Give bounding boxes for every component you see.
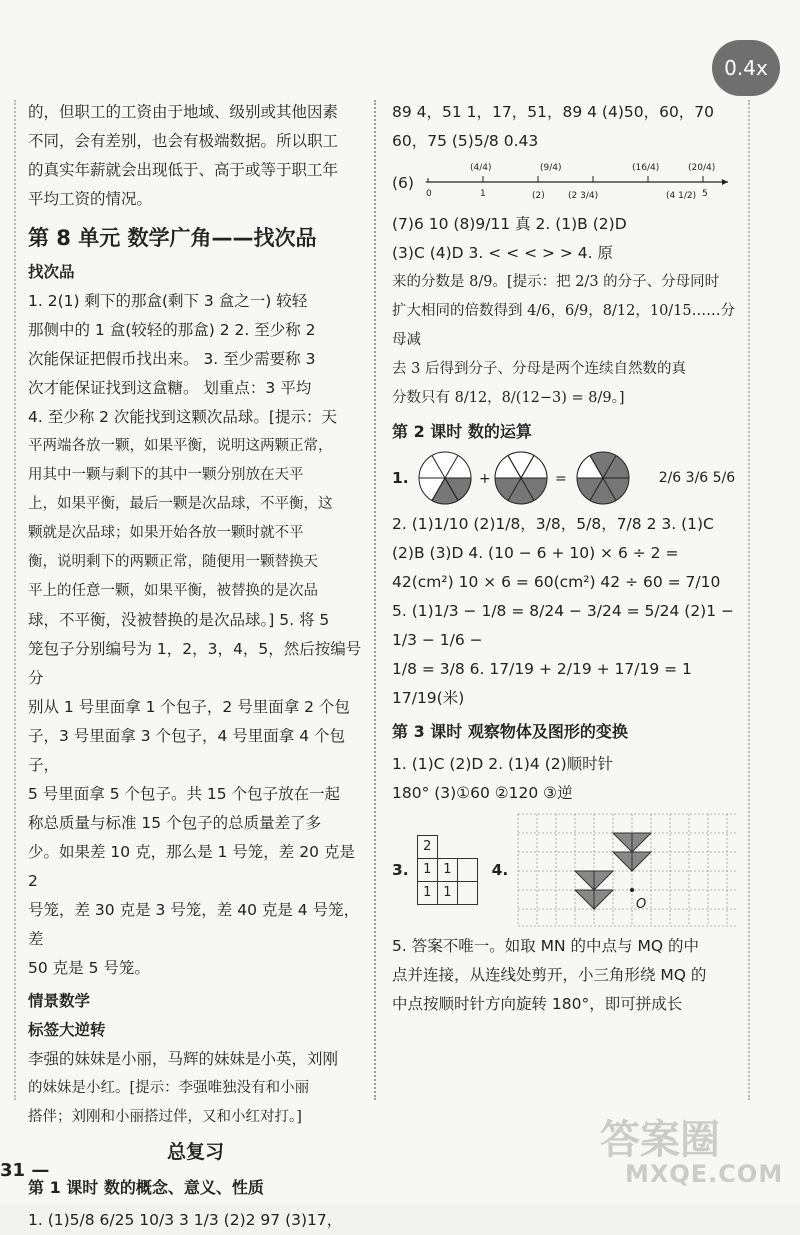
tick-top: (16/4) [631,163,660,173]
grid-cell: 1 [437,882,457,905]
review-title: 总复习 [166,1141,224,1163]
question-number: 1. [392,468,409,487]
text-line: 次能保证把假币找出来。 3. 至少需要称 3 [28,350,316,368]
right-column [392,98,737,1019]
grid-cell: 1 [417,859,437,882]
question-number: 3. [392,860,409,879]
hint-line: 分数只有 8/12，8/(12−3) = 8/9。] [392,390,625,406]
lesson-heading: 第 2 课时 数的运算 [392,422,532,441]
text-line: 5. (1)1/3 − 1/8 = 8/24 − 3/24 = 5/24 (2)1 − 1/3 − 1/6 − [392,602,735,649]
tick-bottom: 5 [701,189,708,199]
hint-line: 上，如果平衡，最后一颗是次品球，不平衡，这 [28,496,333,512]
hint-line: 平上的任意一颗，如果平衡，被替换的是次品 [28,583,318,599]
text-line: 子，3 号里面拿 3 个包子，4 号里面拿 4 个包子， [28,727,346,774]
text-line: 的真实年薪就会出现低于、高于或等于职工年 [28,161,339,179]
tick-bottom: 0 [425,189,432,199]
grid-cell: 1 [437,859,457,882]
text-line: 2. (1)1/10 (2)1/8，3/8，5/8，7/8 2 3. (1)C [392,515,714,533]
text-line: (2)B (3)D 4. (10 − 6 + 10) × 6 ÷ 2 = [392,544,679,562]
left-column [28,98,363,1235]
text-line: (7)6 10 (8)9/11 真 2. (1)B (2)D [392,215,627,233]
pie-figure [392,450,737,506]
left-margin-rule [14,100,16,1100]
lesson-heading: 第 1 课时 数的概念、意义、性质 [28,1178,264,1197]
unit-title: 第 8 单元 数学广角——找次品 [28,226,317,250]
text-line: 的，但职工的工资由于地域、级别或其他因素 [28,103,339,121]
text-line: 平均工资的情况。 [28,190,153,208]
number-line-figure [392,160,737,206]
fraction-answers: 2/6 3/6 5/6 [658,469,736,486]
hint-line: 的妹妹是小红。[提示：李强唯独没有和小丽 [28,1080,310,1096]
text-line: 那侧中的 1 盒(较轻的那盒) 2 2. 至少称 2 [28,321,316,339]
cube-view-grid [417,835,478,905]
text-line: 称总质量与标准 15 个包子的总质量差了多 [28,814,322,832]
hint-line: 用其中一颗与剩下的其中一颗分别放在天平 [28,467,304,483]
text-line: 50 克是 5 号笼。 [28,959,150,977]
tick-bottom: (2) [531,191,545,201]
hint-line: 颗就是次品球；如果开始各放一颗时就不平 [28,525,304,541]
hint-line: 扩大相同的倍数得到 4/6，6/9，8/12，10/15……分母减 [392,303,736,348]
text-line: 中点按顺时针方向旋转 180°，即可拼成长 [392,995,683,1013]
text-line: 5. 答案不唯一。如取 MN 的中点与 MQ 的中 [392,937,699,955]
text-line: 号笼，差 30 克是 3 号笼，差 40 克是 4 号笼，差 [28,901,360,948]
text-line: 4. 至少称 2 次能找到这颗次品球。[提示：天 [28,408,337,426]
text-line: 笼包子分别编号为 1，2，3，4，5，然后按编号分 [28,640,362,687]
hint-line: 来的分数是 8/9。[提示：把 2/3 的分子、分母同时 [392,274,720,290]
text-line: 少。如果差 10 克，那么是 1 号笼，差 20 克是 2 [28,843,355,890]
tick-bottom: (2 3/4) [567,191,599,201]
text-line: 60，75 (5)5/8 0.43 [392,132,539,150]
section-heading: 找次品 [28,263,75,281]
tick-top: (9/4) [539,163,562,173]
text-line: 1/8 = 3/8 6. 17/19 + 2/19 + 17/19 = 1 17/19(米) [392,660,692,707]
section-heading: 标签大逆转 [28,1021,106,1039]
svg-text:=: = [554,471,567,487]
text-line: 1. 2(1) 剩下的那盒(剩下 3 盒之一) 较轻 [28,292,308,310]
rotation-grid [516,812,737,928]
page-number: 31 — [0,1160,50,1181]
text-line: 42(cm²) 10 × 6 = 60(cm²) 42 ÷ 60 = 7/10 [392,573,721,591]
point-label: O [636,897,647,912]
watermark-url: MXQE.COM [625,1160,784,1188]
svg-text:+: + [478,471,491,487]
text-line: 别从 1 号里面拿 1 个包子，2 号里面拿 2 个包 [28,698,350,716]
column-divider [374,100,376,1100]
right-margin-rule [748,100,750,1100]
question-number: 4. [491,860,509,879]
text-line: (3)C (4)D 3. < < < > > 4. 原 [392,244,614,262]
grid-cell: 2 [417,836,437,859]
text-line: 89 4，51 1，17，51，89 4 (4)50，60，70 [392,103,715,121]
hint-line: 搭伴；刘刚和小丽搭过伴，又和小红对打。] [28,1109,302,1125]
tick-top: (20/4) [687,163,716,173]
section-heading: 情景数学 [28,992,91,1010]
grid-cell: 1 [417,882,437,905]
tick-bottom: 1 [479,189,486,199]
lesson-heading: 第 3 课时 观察物体及图形的变换 [392,722,628,741]
zoom-indicator[interactable]: 0.4x [712,40,780,96]
tick-bottom: (4 1/2) [665,191,697,201]
geometry-figure [392,812,737,928]
text-line: 次才能保证找到这盒糖。 划重点：3 平均 [28,379,312,397]
text-line: 1. (1)5/8 6/25 10/3 3 1/3 (2)2 97 (3)17， [28,1211,343,1229]
fraction-circles [417,450,637,506]
text-line: 180° (3)①60 ②120 ③逆 [392,784,573,802]
number-line-label: (6) [392,173,414,192]
watermark-logo: 答案圈 [600,1117,720,1163]
tick-top: (4/4) [469,163,492,173]
number-line [422,160,732,206]
text-line: 5 号里面拿 5 个包子。共 15 个包子放在一起 [28,785,341,803]
hint-line: 去 3 后得到分子、分母是两个连续自然数的真 [392,361,686,377]
hint-line: 平两端各放一颗，如果平衡，说明这两颗正常， [28,438,333,454]
text-line: 点并连接，从连线处剪开，小三角形绕 MQ 的 [392,966,707,984]
text-line: 不同，会有差别，也会有极端数据。所以职工 [28,132,339,150]
text-line: 球，不平衡，没被替换的是次品球。] 5. 将 5 [28,611,330,629]
text-line: 1. (1)C (2)D 2. (1)4 (2)顺时针 [392,755,614,773]
hint-line: 衡，说明剩下的两颗正常，随便用一颗替换天 [28,554,318,570]
text-line: 李强的妹妹是小丽，马辉的妹妹是小英，刘刚 [28,1050,339,1068]
